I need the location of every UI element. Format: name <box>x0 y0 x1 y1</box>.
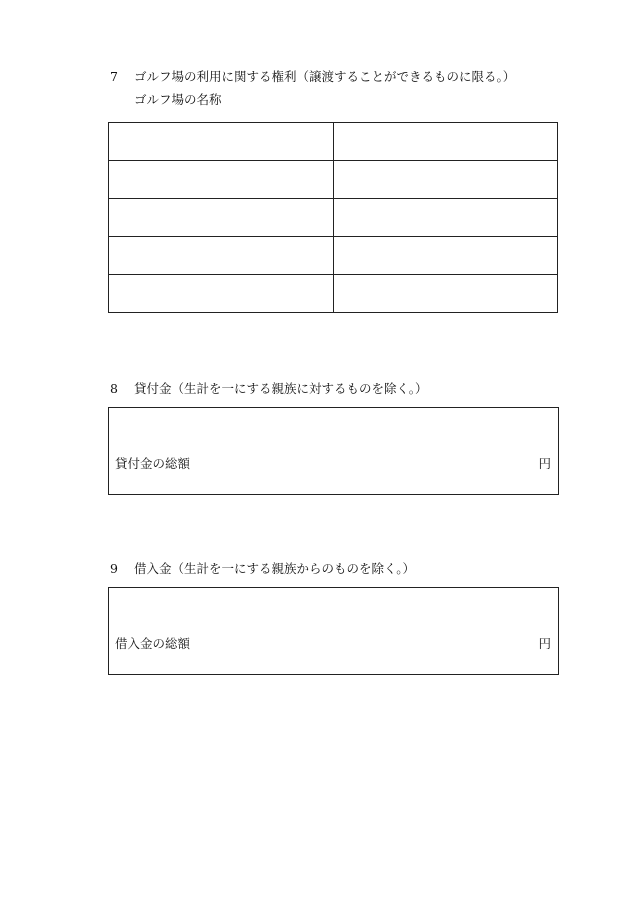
golf-course-detail-cell[interactable] <box>333 161 558 199</box>
golf-course-detail-cell[interactable] <box>333 199 558 237</box>
section-8-title: 貸付金（生計を一にする親族に対するものを除く。） <box>134 381 428 396</box>
golf-course-name-cell[interactable] <box>109 275 334 313</box>
golf-course-detail-cell[interactable] <box>333 237 558 275</box>
section-9-heading <box>110 561 415 577</box>
section-8-heading <box>110 381 428 397</box>
loans-receivable-box[interactable] <box>108 407 559 495</box>
golf-course-table <box>108 122 558 313</box>
table-row <box>109 161 558 199</box>
golf-course-name-cell[interactable] <box>109 123 334 161</box>
section-9-title: 借入金（生計を一にする親族からのものを除く。） <box>134 561 416 576</box>
borrowings-box[interactable] <box>108 587 559 675</box>
loans-receivable-total-label: 貸付金の総額 <box>115 456 191 471</box>
golf-course-name-cell[interactable] <box>109 199 334 237</box>
table-row <box>109 237 558 275</box>
loans-receivable-unit: 円 <box>538 456 551 471</box>
golf-course-name-cell[interactable] <box>109 161 334 199</box>
table-row <box>109 123 558 161</box>
golf-course-name-cell[interactable] <box>109 237 334 275</box>
borrowings-unit: 円 <box>538 636 551 651</box>
section-8-number: 8 <box>110 381 118 396</box>
borrowings-total-label: 借入金の総額 <box>115 636 191 651</box>
table-row <box>109 199 558 237</box>
section-7-heading <box>110 69 515 85</box>
section-7-title: ゴルフ場の利用に関する権利（譲渡することができるものに限る。） <box>134 69 516 84</box>
section-9-number: 9 <box>110 561 118 576</box>
golf-course-detail-cell[interactable] <box>333 275 558 313</box>
section-7-number: 7 <box>110 69 118 84</box>
golf-course-detail-cell[interactable] <box>333 123 558 161</box>
golf-course-name-label: ゴルフ場の名称 <box>134 92 222 107</box>
table-row <box>109 275 558 313</box>
